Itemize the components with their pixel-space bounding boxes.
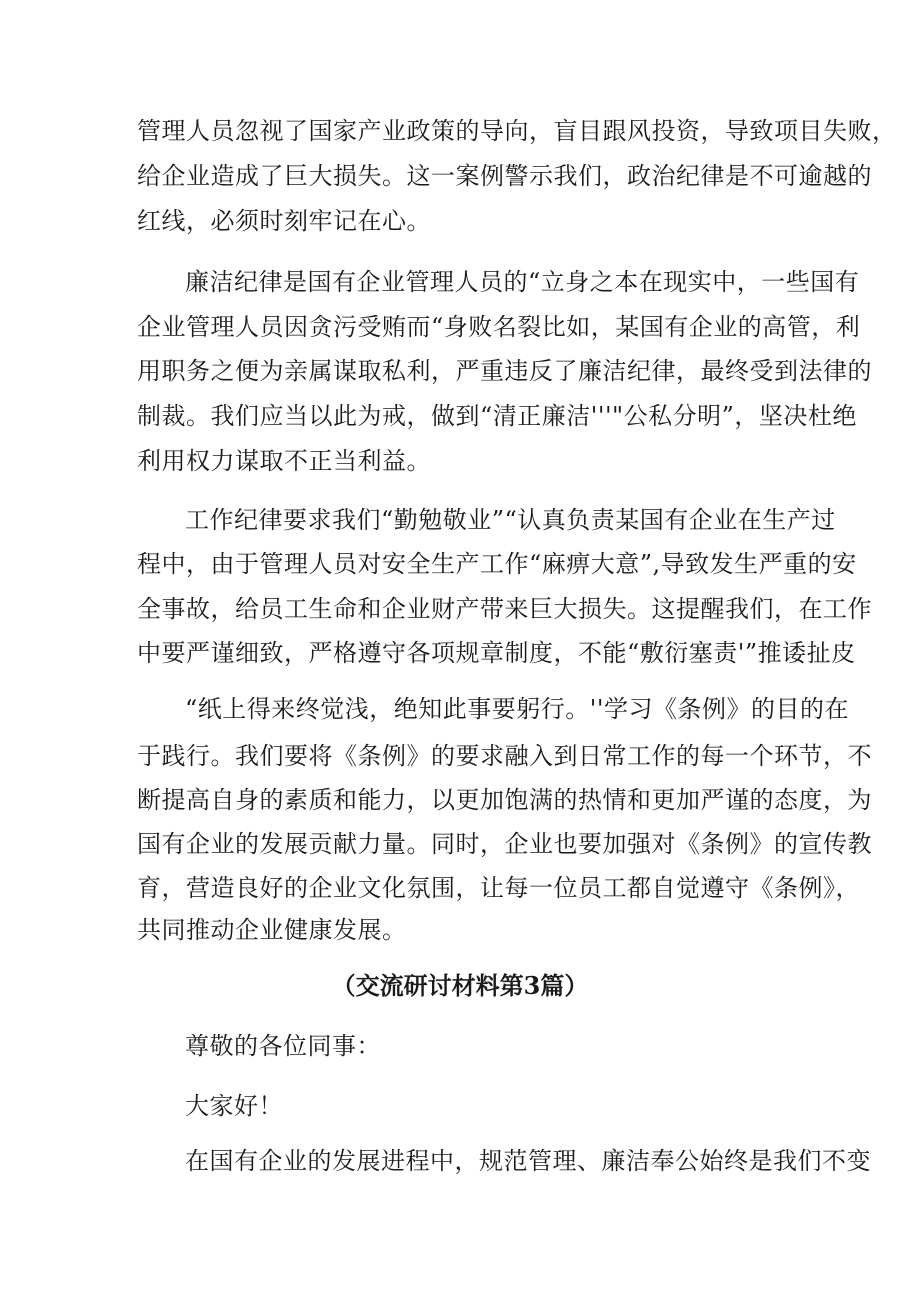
paragraph-4-line-3: 断提高自身的素质和能力，以更加饱满的热情和更加严谨的态度，为 <box>137 786 872 814</box>
paragraph-3-line-1: 工作纪律要求我们“勤勉敬业”“认真负责某国有企业在生产过 <box>185 506 836 534</box>
paragraph-4-line-6: 共同推动企业健康发展。 <box>137 916 407 944</box>
paragraph-4-line-1: “纸上得来终觉浅，绝知此事要躬行。''学习《条例》的目的在 <box>185 695 849 723</box>
salutation: 尊敬的各位同事： <box>185 1032 381 1060</box>
paragraph-1-line-1: 管理人员忽视了国家产业政策的导向，盲目跟风投资，导致项目失败， <box>137 117 897 145</box>
paragraph-4-line-5: 育，营造良好的企业文化氛围，让每一位员工都自觉遵守《条例》， <box>137 874 860 902</box>
paragraph-3-line-4: 中要严谨细致，严格遵守各项规章制度，不能“敷衍塞责'”推诿扯皮 <box>137 639 856 667</box>
paragraph-2-line-2: 企业管理人员因贪污受贿而“身败名裂比如，某国有企业的高管，利 <box>137 313 861 341</box>
paragraph-2-line-1: 廉洁纪律是国有企业管理人员的“立身之本在现实中，一些国有 <box>185 268 860 296</box>
paragraph-5-line-1: 在国有企业的发展进程中，规范管理、廉洁奉公始终是我们不变 <box>185 1147 871 1175</box>
paragraph-4-line-2: 于践行。我们要将《条例》的要求融入到日常工作的每一个环节，不 <box>137 742 872 770</box>
section-heading: （交流研讨材料第3篇） <box>331 971 589 1000</box>
paragraph-4-line-4: 国有企业的发展贡献力量。同时，企业也要加强对《条例》的宣传教 <box>137 830 872 858</box>
paragraph-1-line-2: 给企业造成了巨大损失。这一案例警示我们，政治纪律是不可逾越的 <box>137 162 872 190</box>
paragraph-2-line-5: 利用权力谋取不正当利益。 <box>137 447 431 475</box>
greeting: 大家好！ <box>185 1092 283 1120</box>
paragraph-2-line-4: 制裁。我们应当以此为戒，做到“清正廉洁'''"公私分明”，坚决杜绝 <box>137 402 857 430</box>
paragraph-3-line-2: 程中，由于管理人员对安全生产工作“麻痹大意”,导致发生严重的安 <box>137 550 857 578</box>
paragraph-2-line-3: 用职务之便为亲属谋取私利，严重违反了廉洁纪律，最终受到法律的 <box>137 357 872 385</box>
paragraph-3-line-3: 全事故，给员工生命和企业财产带来巨大损失。这提醒我们，在工作 <box>137 595 872 623</box>
paragraph-1-line-3: 红线，必须时刻牢记在心。 <box>137 207 431 235</box>
